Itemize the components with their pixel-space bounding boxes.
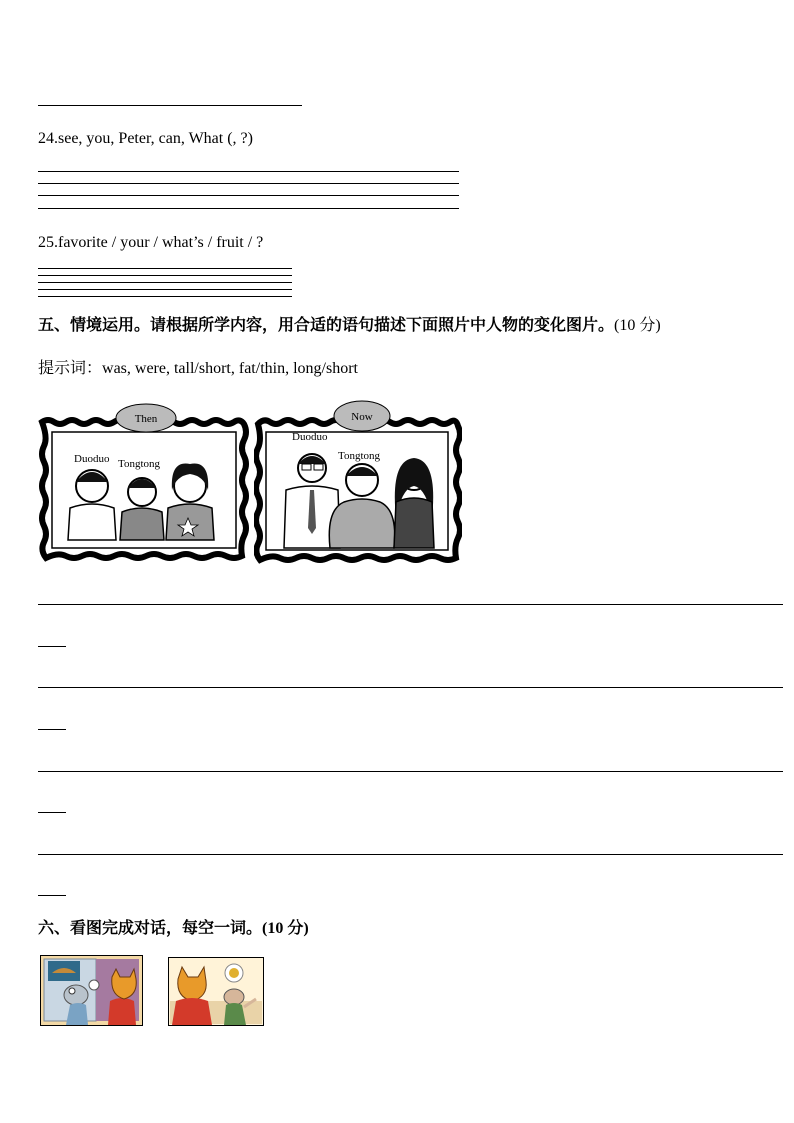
now-bubble-text: Now <box>351 411 373 423</box>
now-name-tongtong: Tongtong <box>338 450 381 462</box>
photo-then <box>38 400 250 565</box>
answer-line[interactable] <box>38 268 292 269</box>
section-6-title <box>38 918 309 939</box>
answer-line[interactable] <box>38 195 459 196</box>
answer-line[interactable] <box>38 282 292 283</box>
section-5-title-text: 五、情境运用。请根据所学内容，用合适的语句描述下面照片中人物的变化图片。 <box>38 315 615 334</box>
hint-words: was, were, tall/short, fat/thin, long/short <box>102 360 358 377</box>
answer-line[interactable] <box>38 105 302 106</box>
writing-line-tail[interactable] <box>38 895 66 896</box>
section-5-points: (10 分) <box>614 317 661 334</box>
question-24: 24.see, you, Peter, can, What (, ?) <box>38 130 253 147</box>
then-name-tongtong: Tongtong <box>118 458 161 470</box>
now-name-duoduo: Duoduo <box>292 431 328 443</box>
section-6-points: (10 分) <box>262 920 309 937</box>
section-5-title <box>38 315 661 336</box>
answer-line[interactable] <box>38 289 292 290</box>
writing-line-tail[interactable] <box>38 812 66 813</box>
answer-line[interactable] <box>38 296 292 297</box>
answer-line[interactable] <box>38 171 459 172</box>
section-5-hint <box>38 358 358 379</box>
answer-line[interactable] <box>38 275 292 276</box>
writing-line-tail[interactable] <box>38 729 66 730</box>
answer-line[interactable] <box>38 208 459 209</box>
dialogue-picture-2 <box>168 957 264 1026</box>
dialogue-picture-1 <box>40 955 143 1026</box>
writing-line[interactable] <box>38 687 783 688</box>
then-bubble-text: Then <box>134 413 158 425</box>
section-6-title-text: 六、看图完成对话，每空一词。 <box>38 918 263 937</box>
writing-line[interactable] <box>38 771 783 772</box>
hint-label: 提示词： <box>38 358 103 377</box>
photo-now <box>254 398 462 565</box>
writing-line-tail[interactable] <box>38 646 66 647</box>
answer-line[interactable] <box>38 183 459 184</box>
writing-line[interactable] <box>38 604 783 605</box>
question-25: 25.favorite / your / what’s / fruit / ? <box>38 234 264 251</box>
writing-line[interactable] <box>38 854 783 855</box>
then-name-duoduo: Duoduo <box>74 453 110 465</box>
